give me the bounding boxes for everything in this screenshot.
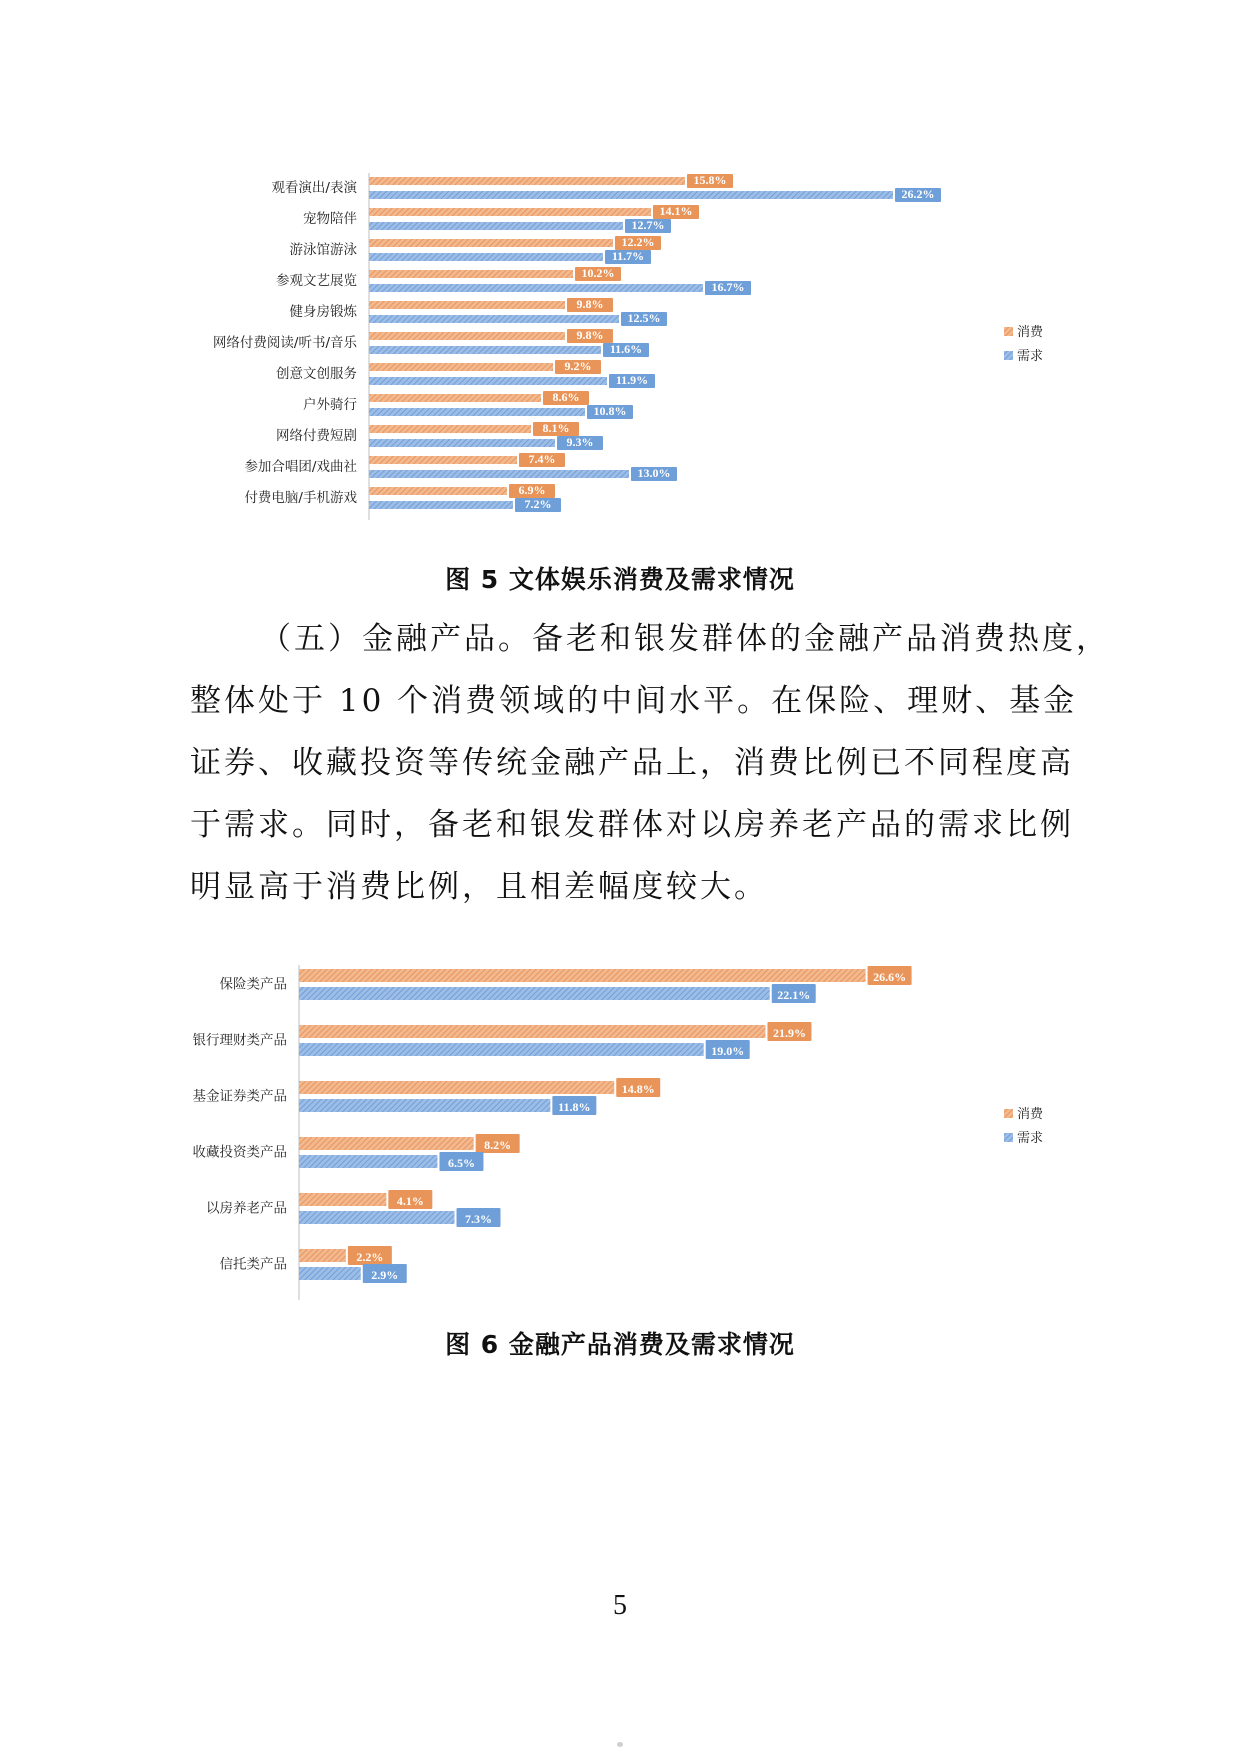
category-label: 宠物陪伴 (303, 211, 357, 227)
data-label: 12.7% (631, 218, 665, 232)
bar-demand (299, 1043, 704, 1056)
category-label: 网络付费阅读/听书/音乐 (212, 335, 357, 351)
data-label: 11.7% (611, 249, 645, 263)
legend-label: 需求 (1017, 349, 1044, 364)
data-label: 9.3% (566, 435, 594, 449)
bar-consume (299, 1193, 386, 1206)
body-paragraph (190, 608, 1110, 918)
category-label: 付费电脑/手机游戏 (244, 490, 357, 506)
paragraph-line: 整体处于 10 个消费领域的中间水平。在保险、理财、基金 (190, 683, 1078, 719)
category-label: 信托类产品 (219, 1256, 287, 1273)
category-label: 以房养老产品 (206, 1200, 287, 1217)
data-label: 12.2% (621, 235, 655, 249)
data-label: 7.4% (528, 452, 556, 466)
bar-consume (299, 1249, 346, 1262)
bar-demand (299, 1267, 361, 1280)
bar-consume (299, 1081, 614, 1094)
data-label: 11.9% (615, 373, 649, 387)
paragraph-line: 证券、收藏投资等传统金融产品上，消费比例已不同程度高 (190, 745, 1074, 781)
category-label: 创意文创服务 (276, 366, 357, 382)
data-label: 6.9% (518, 483, 546, 497)
category-label: 银行理财类产品 (192, 1032, 287, 1049)
data-label: 12.5% (627, 311, 661, 325)
data-label: 4.1% (396, 1194, 424, 1208)
data-label: 7.3% (464, 1212, 492, 1226)
data-label: 11.8% (558, 1100, 591, 1114)
data-label: 16.7% (711, 280, 745, 294)
data-label: 8.2% (484, 1138, 512, 1152)
data-label: 10.8% (593, 404, 627, 418)
data-label: 26.6% (873, 970, 907, 984)
data-label: 15.8% (693, 173, 727, 187)
bar-demand (299, 1211, 454, 1224)
category-label: 保险类产品 (219, 976, 287, 993)
bar-demand (299, 1155, 437, 1168)
category-label: 户外骑行 (303, 397, 357, 413)
data-label: 2.2% (356, 1250, 384, 1264)
data-label: 19.0% (711, 1044, 745, 1058)
data-label: 8.6% (552, 390, 580, 404)
bar-demand (299, 1099, 550, 1112)
category-label: 网络付费短剧 (276, 428, 357, 444)
data-label: 9.8% (576, 328, 604, 342)
data-label: 11.6% (609, 342, 643, 356)
data-label: 26.2% (901, 187, 935, 201)
category-label: 观看演出/表演 (271, 180, 357, 196)
paragraph-line: 明显高于消费比例，且相差幅度较大。 (190, 869, 768, 905)
legend-label: 消费 (1017, 1107, 1044, 1122)
legend-label: 需求 (1017, 1131, 1044, 1146)
category-label: 收藏投资类产品 (192, 1144, 287, 1161)
paragraph-line: 于需求。同时，备老和银发群体对以房养老产品的需求比例 (190, 807, 1074, 843)
category-label: 健身房锻炼 (289, 304, 357, 320)
figure-6-caption: 图 6 金融产品消费及需求情况 (445, 1330, 795, 1359)
data-label: 7.2% (524, 497, 552, 511)
figure-5-caption: 图 5 文体娱乐消费及需求情况 (445, 565, 795, 594)
data-label: 14.8% (621, 1082, 655, 1096)
bar-demand (299, 987, 770, 1000)
data-label: 21.9% (772, 1026, 806, 1040)
bar-consume (299, 1137, 474, 1150)
category-label: 基金证券类产品 (192, 1088, 287, 1105)
data-label: 8.1% (542, 421, 570, 435)
page-number: 5 (613, 1590, 627, 1621)
data-label: 10.2% (581, 266, 615, 280)
paragraph-line: （五）金融产品。备老和银发群体的金融产品消费热度， (260, 621, 1110, 657)
data-label: 2.9% (371, 1268, 399, 1282)
data-label: 9.8% (576, 297, 604, 311)
data-label: 13.0% (637, 466, 671, 480)
category-label: 游泳馆游泳 (289, 242, 357, 258)
bar-consume (299, 1025, 765, 1038)
bar-consume (299, 969, 866, 982)
category-label: 参加合唱团/戏曲社 (244, 459, 357, 475)
data-label: 22.1% (777, 988, 811, 1002)
category-label: 参观文艺展览 (276, 273, 357, 289)
legend-swatch-demand (1004, 1133, 1013, 1142)
legend-label: 消费 (1017, 325, 1044, 340)
data-label: 6.5% (447, 1156, 475, 1170)
decorative-dot (617, 1742, 623, 1747)
legend-swatch-consume (1004, 1109, 1013, 1118)
data-label: 14.1% (659, 204, 693, 218)
data-label: 9.2% (564, 359, 592, 373)
